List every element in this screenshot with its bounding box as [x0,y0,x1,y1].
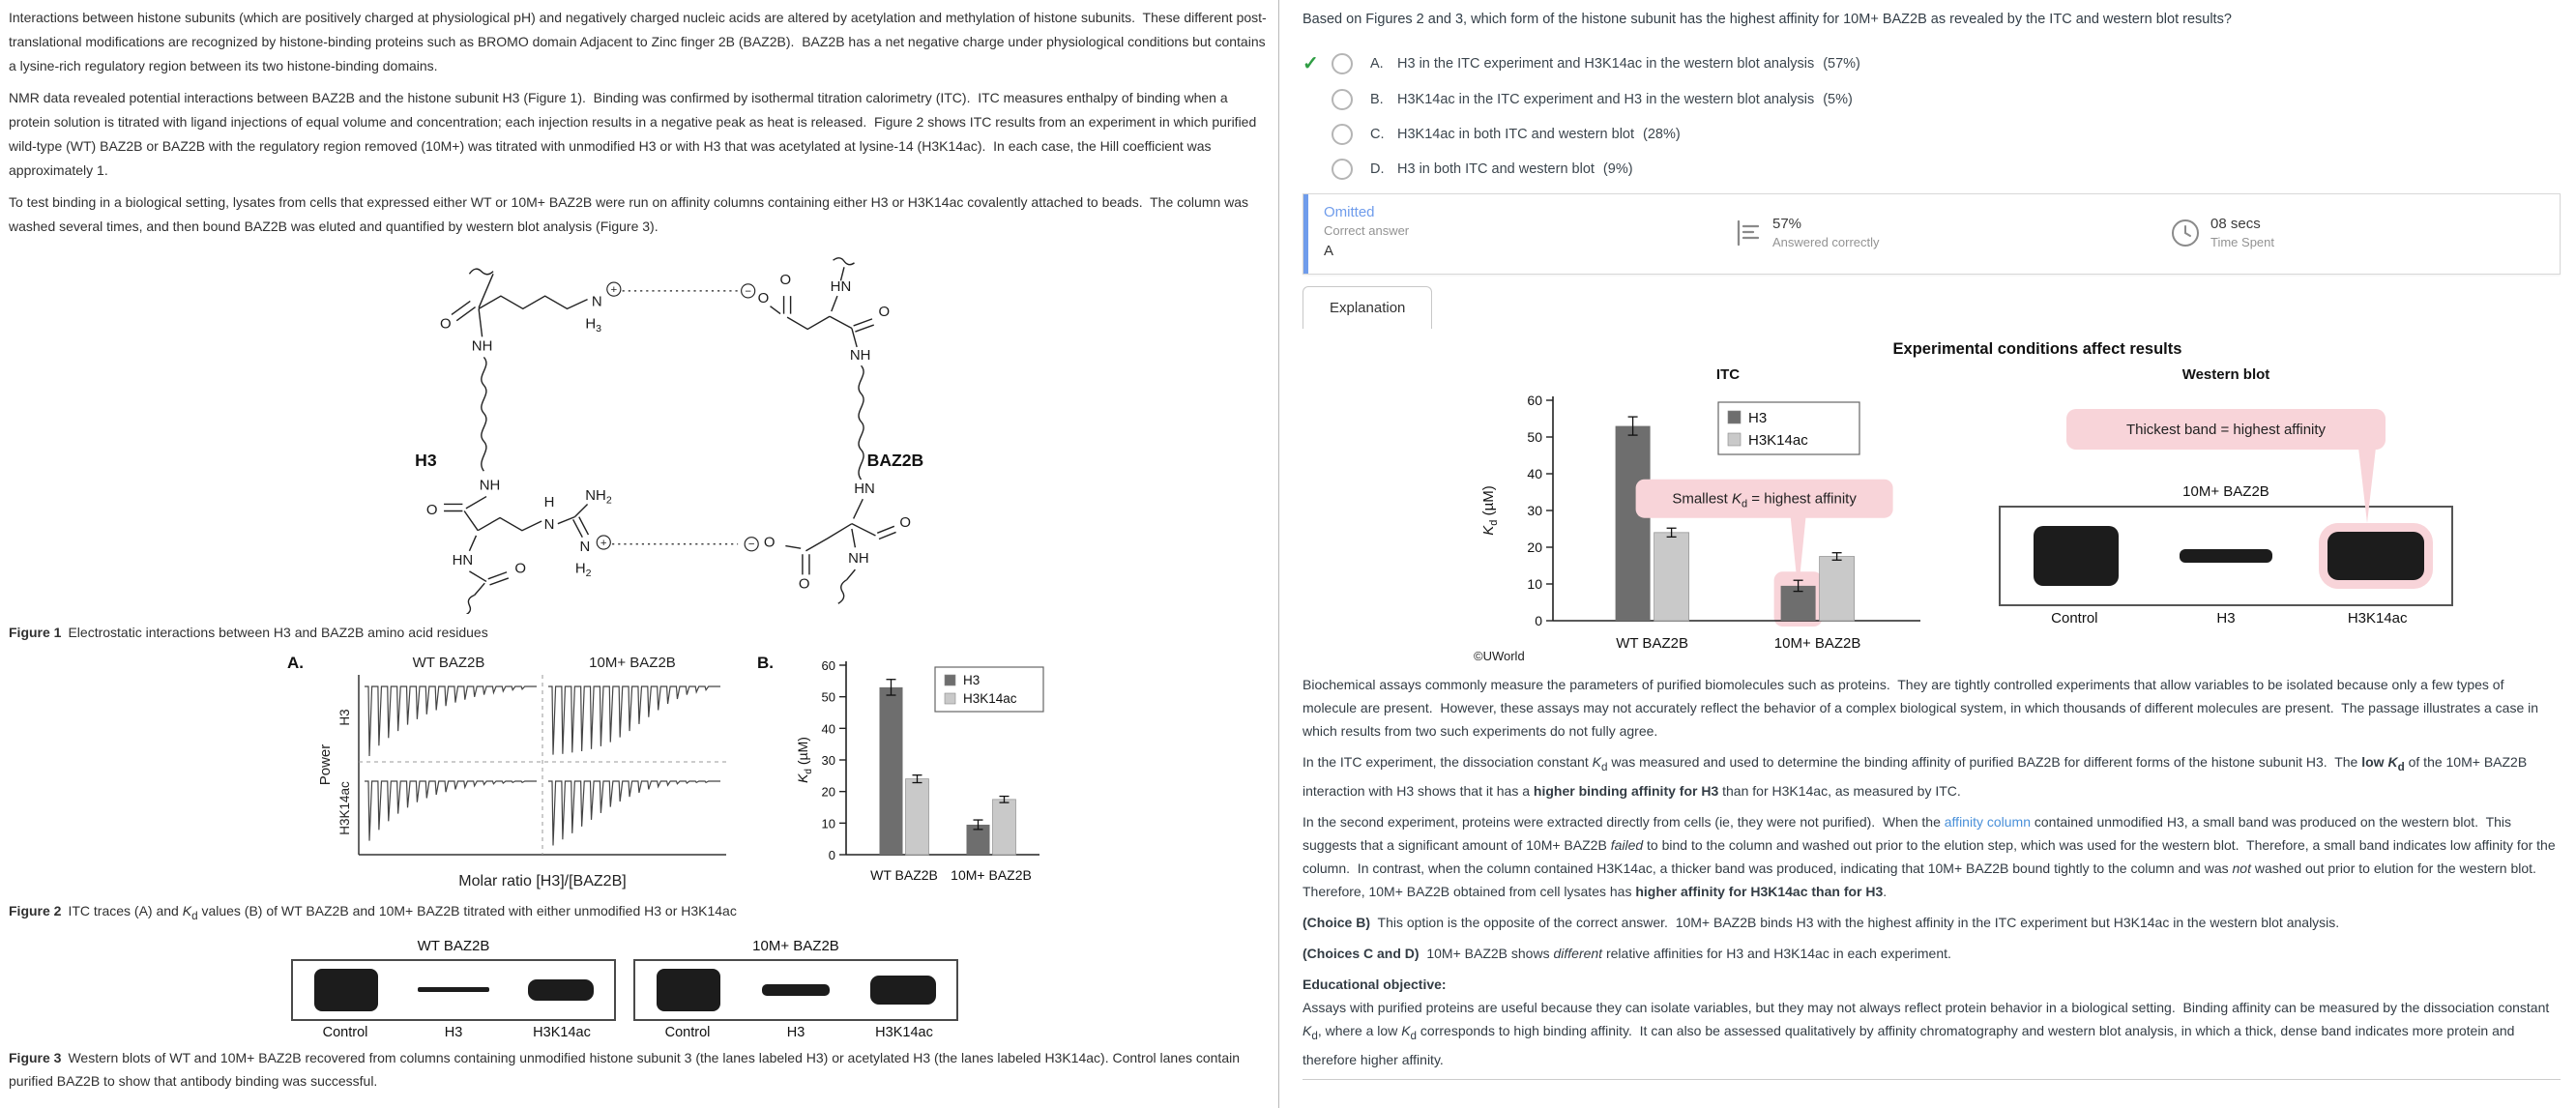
explanation-blot [1965,506,2487,627]
blot-lane-label: Control [664,1024,711,1040]
blot-band [528,979,594,1001]
blot-lane-label: Control [2051,610,2098,627]
blot-title: 10M+ BAZ2B [752,937,839,954]
blot-band [2327,532,2424,580]
choice-d-radio[interactable] [1332,159,1353,180]
y-tick-label: 30 [821,753,835,768]
explanation-figure-title: Experimental conditions affect results [1892,340,2182,358]
atom-label: O [878,304,891,321]
blot-lane-labels [633,1025,958,1040]
figure2 [287,654,1269,897]
answered-percent: 57% [1772,216,1802,232]
choice-a-radio[interactable] [1332,53,1353,74]
atom-label: O [757,290,770,307]
blot-lane-label: H3K14ac [533,1024,591,1040]
y-tick-label: 30 [1527,503,1542,518]
electrostatic-dotted-bonds [612,291,738,544]
atom-label: HN [452,551,474,569]
trace-col-title: 10M+ BAZ2B [589,655,676,671]
bar [1820,557,1855,622]
figure2-caption [9,899,1269,928]
atom-label: O [440,315,452,333]
atom-label: O [425,502,438,518]
wb-panel-title: 10M+ BAZ2B [2182,483,2269,500]
choice-a[interactable] [1303,51,2561,75]
atom-label: NH [471,337,493,355]
western-blot-heading: Western blot [2181,366,2270,383]
answered-label: Answered correctly [1772,235,1880,249]
power-axis-label: Power [317,744,334,786]
trace-col-title: WT BAZ2B [412,655,485,671]
y-tick-label: 20 [821,784,835,800]
tab-explanation[interactable]: Explanation [1303,286,1432,329]
blot-title: WT BAZ2B [417,937,490,954]
atom-label: O [798,575,810,593]
choice-d-letter: D. [1370,161,1385,177]
explanation-figure [1448,340,2511,663]
y-tick-label: 20 [1527,539,1542,555]
legend-label: H3K14ac [1748,432,1808,449]
bar [880,687,903,855]
correct-check-icon: ✓ [1303,53,1319,74]
y-tick-label: 0 [1535,613,1542,628]
choice-b[interactable] [1303,89,2561,110]
legend-swatch [1728,433,1741,446]
choice-d-percent: (9%) [1602,161,1633,177]
bar [993,800,1016,855]
choice-c[interactable] [1303,124,2561,145]
blot-lane [293,969,400,1011]
itc-traces-plot [316,654,732,897]
blot-band [657,969,720,1011]
explanation-kd-bar-chart [1472,383,1926,663]
y-tick-label: 60 [821,658,835,673]
explanation-choice-b: (Choice B) This option is the opposite of the correct answer. 10M+ BAZ2B binds H3 with the highest affinity in the ITC experiment but H3K14ac in the western blot analysis. [1303,914,2340,930]
atom-label: $H_2$ [574,560,592,580]
uworld-credit: ©UWorld [1474,649,1525,663]
blot-band [2034,526,2119,586]
y-axis-label: $K_d$ (µM) [1480,485,1500,536]
choice-c-radio[interactable] [1332,124,1353,145]
figure2-caption-label: Figure 2 [9,903,62,918]
atom-label: N [579,538,591,555]
itc-trace [548,686,720,755]
blot-lane [2301,532,2451,580]
molecule-bonds [444,258,896,614]
explanation-paragraph: In the second experiment, proteins were extracted directly from cells (ie, they were not purified). When the affinity column contained unmodified H3, a small band was produced on the western blot. This suggests that a significant amount of 10M+ BAZ2B failed to bind to the column and washed out prior to the elution step, which was used for the western blot. Therefore, a small band indicates low affinity for the column. In contrast, when the column contained H3K14ac, a thicker band was produced, indicating that 10M+ BAZ2B bound tightly to the column and was not washed out prior to elution for the western blot. Therefore, 10M+ BAZ2B obtained from cell lysates has higher affinity for H3K14ac than for H3. [1303,813,2560,899]
blot-band [314,969,378,1011]
atom-label: NH [849,347,871,364]
blot-lane [743,984,850,996]
blot-band [2180,549,2272,563]
atom-label: O [763,534,776,551]
y-tick-label: 60 [1527,393,1542,408]
question-text: Based on Figures 2 and 3, which form of the histone subunit has the highest affinity for 10M+ BAZ2B as revealed by the ITC and western blot results? [1303,12,2232,27]
choice-b-radio[interactable] [1332,89,1353,110]
charge-sign: + [600,537,607,549]
atom-label: O [514,560,526,577]
explanation-text [1303,673,2561,1071]
figure3-wt-blot [291,938,616,1040]
blot-lane-label: H3 [444,1024,463,1040]
atom-label: N [543,515,555,533]
choice-b-letter: B. [1370,92,1384,107]
atom-label: $H_3$ [585,315,602,335]
atom-label: NH [479,477,501,494]
blot-lane [507,979,614,1001]
legend-label: H3 [963,673,981,687]
educational-objective-heading: Educational objective: [1303,976,1447,992]
x-category-label: 10M+ BAZ2B [1773,635,1861,652]
explanation-paragraph: In the ITC experiment, the dissociation constant $K_d$ was measured and used to determine the binding affinity of purified BAZ2B for different forms of the histone subunit H3. The low $K_d$ of the 10M+ BAZ2B interaction with H3 shows that it has a higher binding affinity for H3 than for H3K14ac, as measured by ITC. [1303,754,2532,799]
callout-pointer [1791,516,1806,574]
figure3-10m-blot [633,938,958,1040]
blot-band [762,984,830,996]
explanation-choices-cd: (Choices C and D) 10M+ BAZ2B shows different relative affinities for H3 and H3K14ac in each experiment. [1303,945,1951,961]
atom-label: $NH_2$ [585,487,612,507]
choice-a-percent: (57%) [1823,55,1860,72]
y-tick-label: 40 [1527,466,1542,481]
atom-label: H [543,494,555,511]
itc-trace [548,781,720,846]
charge-sign: − [745,285,752,298]
choice-c-letter: C. [1370,127,1385,142]
blot-band [870,976,936,1005]
clock-icon [2170,218,2201,248]
molecule-label-h3: H3 [415,450,437,470]
explanation-itc-chart [1472,366,1926,663]
figure3-caption [9,1046,1269,1093]
figure2-panel-b-label: B. [757,654,774,672]
figure2-panel-a-label: A. [287,654,304,672]
time-spent-value: 08 secs [2210,216,2261,232]
figure1-caption [9,621,1269,644]
trace-row-label: H3 [337,709,352,726]
explanation-paragraph: Biochemical assays commonly measure the parameters of purified biomolecules such as proteins. They are tightly controlled experiments that allow variables to be isolated because only a few types of molecule are present. However, these assays may not accurately reflect the behavior of a complex biological system, in which thousands of different molecules are present. The passage illustrates a case in which results from two such experiments do not fully agree. [1303,677,2542,739]
blot-lane [849,976,956,1005]
itc-heading: ITC [1715,366,1741,383]
passage-paragraph-2: NMR data revealed potential interactions between BAZ2B and the histone subunit H3 (Figure 1). Binding was confirmed by isothermal titration calorimetry (ITC). ITC measures enthalpy of binding when a protein solution is titrated with ligand injections of equal volume and concentration; each injection results in a negative peak as heat is released. Figure 2 shows ITC results from an experiment in which purified wild-type (WT) BAZ2B or BAZ2B with the regulatory region removed (10M+) was titrated with unmodified H3 or with H3 that was acetylated at lysine-14 (H3K14ac). In each case, the Hill coefficient was approximately 1. [9,90,1261,178]
legend-swatch [1728,411,1741,423]
blot-lane-label: H3 [2216,610,2236,627]
y-tick-label: 50 [821,689,835,705]
atom-label: NH [848,550,869,568]
y-tick-label: 10 [821,816,835,831]
choice-b-text: H3K14ac in the ITC experiment and H3 in the western blot analysis [1397,92,1815,107]
answered-stats-icon [1735,218,1761,248]
trace-row-label: H3K14ac [337,781,352,835]
figure2-caption-text: ITC traces (A) and $K_d$ values (B) of WT BAZ2B and 10M+ BAZ2B titrated with either unmodified H3 or H3K14ac [68,903,737,922]
choice-d-text: H3 in both ITC and western blot [1397,161,1595,177]
atom-label: N [591,293,602,310]
choice-b-percent: (5%) [1823,92,1853,107]
choice-a-letter: A. [1370,55,1384,72]
kd-bar-chart [786,654,1047,897]
passage-paragraph-3: To test binding in a biological setting, lysates from cells that expressed either WT or 10M+ BAZ2B were run on affinity columns containing either H3 or H3K14ac covalently attached to beads. The column was washed several times, and then bound BAZ2B was eluted and quantified by western blot analysis (Figure 3). [9,194,1252,234]
figure3 [291,938,1269,1040]
educational-objective-text: Assays with purified proteins are useful because they can isolate variables, but they may not always reflect protein behavior in a biological setting. Binding affinity can be measured by the dissociation constant $K_d$, where a low $K_d$ corresponds to high binding affinity. It can also be assessed qualitatively by affinity chromatography and western blot analysis, in which a thick, dense band indicates more protein and therefore higher affinity. [1303,999,2554,1067]
choice-d[interactable] [1303,159,2561,180]
figure1-caption-label: Figure 1 [9,625,62,640]
legend-swatch [945,675,955,685]
atom-label: HN [854,481,875,498]
blot-lane-label: Control [322,1024,368,1040]
blot-lane-labels [291,1025,616,1040]
blot-band [418,987,489,992]
itc-trace [365,686,537,756]
blot-lane-label: H3K14ac [875,1024,933,1040]
legend-label: H3 [1748,410,1768,426]
molecule-diagram [374,247,935,614]
blot-membrane [633,959,958,1021]
result-accent-stripe [1303,194,1308,274]
bar [1616,426,1651,621]
blot-lane [400,987,508,992]
y-axis-label: $K_d$ (µM) [795,737,814,783]
bar [1654,533,1689,621]
callout-text: Smallest $K_d$ = highest affinity [1672,490,1857,510]
figure3-caption-label: Figure 3 [9,1049,62,1065]
choice-a-text: H3 in the ITC experiment and H3K14ac in the western blot analysis [1397,55,1815,72]
wb-callout: Thickest band = highest affinity [2066,409,2386,450]
correct-answer-value: A [1324,243,1334,259]
y-tick-label: 0 [828,848,835,862]
x-category-label: 10M+ BAZ2B [951,867,1032,883]
y-tick-label: 50 [1527,429,1542,445]
legend-label: H3K14ac [963,691,1017,706]
bar [906,779,929,855]
wb-callout-pointer [2358,448,2376,523]
blot-lane [635,969,743,1011]
choice-c-percent: (28%) [1643,127,1681,142]
figure3-caption-text: Western blots of WT and 10M+ BAZ2B recovered from columns containing unmodified histone subunit 3 (the lanes labeled H3) or acetylated H3 (the lanes labeled H3K14ac). Control lanes contain purified BAZ2B to show that antibody binding was successful. [9,1049,1241,1089]
y-tick-label: 40 [821,721,835,737]
blot-membrane [291,959,616,1021]
blot-lane [2151,549,2300,563]
question-pane [1279,0,2576,1108]
x-category-label: WT BAZ2B [1616,635,1688,652]
figure1-structure [374,247,1269,619]
charge-sign: − [747,539,755,551]
choice-c-text: H3K14ac in both ITC and western blot [1397,127,1635,142]
passage-paragraph-1: Interactions between histone subunits (which are positively charged at physiological pH) and negatively charged nucleic acids are altered by acetylation and methylation of histone subunits. These different post-translational modifications are recognized by histone-binding proteins such as BROMO domain Adjacent to Zinc finger 2B (BAZ2B). BAZ2B has a net negative charge under physiological conditions but contains a lysine-rich regulatory region between its two histone-binding domains. [9,10,1270,73]
atom-label: O [779,271,792,288]
blot-lane [2001,526,2151,586]
passage-pane [0,0,1279,1108]
bottom-divider [1303,1079,2561,1080]
itc-trace [365,781,537,841]
x-category-label: WT BAZ2B [870,867,938,883]
explanation-western-blot [1965,366,2487,663]
time-spent-label: Time Spent [2210,235,2274,249]
molar-ratio-axis-label: Molar ratio [H3]/[BAZ2B] [458,873,627,889]
blot-lane-labels [1999,610,2453,627]
legend-swatch [945,693,955,704]
blot-membrane [1999,506,2453,606]
charge-sign: + [610,284,618,297]
blot-lane-label: H3 [786,1024,805,1040]
molecule-label-baz2b: BAZ2B [866,450,924,470]
correct-answer-label: Correct answer [1324,223,1410,238]
y-tick-label: 10 [1527,576,1542,592]
result-summary-box [1303,193,2561,275]
status-badge: Omitted [1324,204,1375,220]
answer-choices [1303,51,2561,180]
figure1-caption-text: Electrostatic interactions between H3 and BAZ2B amino acid residues [68,625,488,640]
atom-label: O [899,514,912,532]
blot-lane-label: H3K14ac [2347,610,2408,627]
affinity-column-link[interactable]: affinity column [1944,813,2031,830]
atom-label: HN [830,277,852,295]
